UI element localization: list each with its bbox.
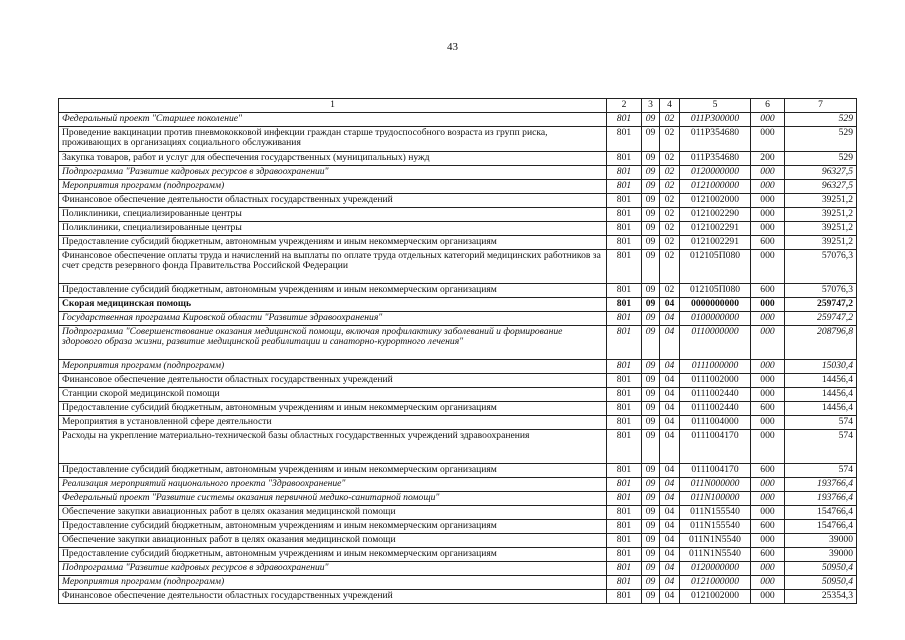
row-name: Мероприятия программ (подпрограмм) [59,179,607,193]
row-name: Предоставление субсидий бюджетным, автономным учреждениям и иным некоммерческим организациям [59,283,607,297]
row-expense-type: 000 [751,249,785,283]
row-subsection: 02 [660,179,680,193]
row-admin-code: 801 [607,207,642,221]
row-section: 09 [642,387,660,401]
table-row [59,429,857,463]
row-name: Мероприятия программ (подпрограмм) [59,575,607,589]
row-section: 09 [642,193,660,207]
table-row [59,401,857,415]
row-section: 09 [642,179,660,193]
table-row [59,463,857,477]
row-target-article: 0100000000 [680,311,751,325]
row-subsection: 04 [660,463,680,477]
row-section: 09 [642,311,660,325]
row-subsection: 04 [660,387,680,401]
row-target-article: 0121000000 [680,575,751,589]
row-section: 09 [642,325,660,359]
row-amount: 14456,4 [785,373,857,387]
header-cell-4: 4 [660,99,680,113]
header-row [59,99,857,113]
table-row [59,283,857,297]
header-cell-1: 1 [59,99,607,113]
row-expense-type: 000 [751,477,785,491]
row-subsection: 04 [660,311,680,325]
row-admin-code: 801 [607,373,642,387]
row-admin-code: 801 [607,165,642,179]
row-amount: 14456,4 [785,387,857,401]
row-amount: 193766,4 [785,491,857,505]
row-expense-type: 600 [751,463,785,477]
row-target-article: 012105П080 [680,283,751,297]
row-admin-code: 801 [607,221,642,235]
row-expense-type: 000 [751,165,785,179]
row-amount: 574 [785,463,857,477]
row-admin-code: 801 [607,387,642,401]
row-target-article: 0111002000 [680,373,751,387]
row-admin-code: 801 [607,589,642,603]
row-admin-code: 801 [607,359,642,373]
table-row [59,151,857,165]
budget-table [58,98,857,604]
row-expense-type: 000 [751,575,785,589]
row-admin-code: 801 [607,505,642,519]
row-target-article: 0110000000 [680,325,751,359]
row-target-article: 0111000000 [680,359,751,373]
row-admin-code: 801 [607,193,642,207]
row-admin-code: 801 [607,533,642,547]
row-target-article: 0121002290 [680,207,751,221]
table-row [59,207,857,221]
row-subsection: 02 [660,165,680,179]
table-row [59,477,857,491]
row-section: 09 [642,207,660,221]
row-subsection: 04 [660,589,680,603]
row-name: Поликлиники, специализированные центры [59,221,607,235]
table-row [59,221,857,235]
row-target-article: 011P354680 [680,151,751,165]
row-section: 09 [642,463,660,477]
row-target-article: 0121002000 [680,589,751,603]
row-amount: 259747,2 [785,311,857,325]
row-section: 09 [642,533,660,547]
row-amount: 154766,4 [785,505,857,519]
row-expense-type: 000 [751,325,785,359]
row-name: Закупка товаров, работ и услуг для обеспечения государственных (муниципальных) нужд [59,151,607,165]
table-row [59,491,857,505]
row-name: Предоставление субсидий бюджетным, автономным учреждениям и иным некоммерческим организациям [59,547,607,561]
row-target-article: 0121002291 [680,235,751,249]
table-row [59,193,857,207]
row-name: Государственная программа Кировской области "Развитие здравоохранения" [59,311,607,325]
row-section: 09 [642,126,660,151]
row-name: Предоставление субсидий бюджетным, автономным учреждениям и иным некоммерческим организациям [59,463,607,477]
row-name: Финансовое обеспечение деятельности областных государственных учреждений [59,373,607,387]
row-expense-type: 000 [751,359,785,373]
table-row [59,589,857,603]
row-amount: 39251,2 [785,221,857,235]
table-row [59,165,857,179]
row-admin-code: 801 [607,429,642,463]
row-subsection: 04 [660,547,680,561]
row-section: 09 [642,359,660,373]
row-amount: 259747,2 [785,297,857,311]
row-expense-type: 600 [751,283,785,297]
row-target-article: 012105П080 [680,249,751,283]
row-name: Подпрограмма "Развитие кадровых ресурсов в здравоохранении" [59,165,607,179]
row-amount: 57076,3 [785,249,857,283]
table-row [59,547,857,561]
page-number: 43 [447,41,458,53]
row-amount: 154766,4 [785,519,857,533]
row-section: 09 [642,561,660,575]
row-section: 09 [642,547,660,561]
row-subsection: 04 [660,373,680,387]
row-amount: 25354,3 [785,589,857,603]
row-name: Федеральный проект "Развитие системы оказания первичной медико-санитарной помощи" [59,491,607,505]
row-expense-type: 000 [751,387,785,401]
row-amount: 529 [785,151,857,165]
row-section: 09 [642,235,660,249]
row-subsection: 02 [660,126,680,151]
row-target-article: 0111002440 [680,401,751,415]
row-subsection: 02 [660,151,680,165]
table-row [59,415,857,429]
row-subsection: 04 [660,401,680,415]
row-amount: 50950,4 [785,561,857,575]
header-cell-6: 6 [751,99,785,113]
row-target-article: 0111004000 [680,415,751,429]
row-section: 09 [642,401,660,415]
row-expense-type: 600 [751,547,785,561]
row-name: Финансовое обеспечение оплаты труда и начислений на выплаты по оплате труда отдельных категорий медицинских работников за счет средств резервного фонда Правительства Российской Федерации [59,249,607,283]
row-expense-type: 000 [751,533,785,547]
row-amount: 193766,4 [785,477,857,491]
row-target-article: 011N100000 [680,491,751,505]
table-row [59,533,857,547]
row-subsection: 02 [660,249,680,283]
row-name: Реализация мероприятий национального проекта "Здравоохранение" [59,477,607,491]
row-expense-type: 000 [751,505,785,519]
row-expense-type: 000 [751,311,785,325]
row-amount: 39251,2 [785,207,857,221]
row-name: Обеспечение закупки авиационных работ в целях оказания медицинской помощи [59,533,607,547]
row-section: 09 [642,415,660,429]
row-admin-code: 801 [607,491,642,505]
row-target-article: 011N000000 [680,477,751,491]
row-subsection: 04 [660,519,680,533]
row-amount: 50950,4 [785,575,857,589]
row-expense-type: 600 [751,235,785,249]
row-subsection: 04 [660,325,680,359]
row-admin-code: 801 [607,463,642,477]
row-target-article: 0121002000 [680,193,751,207]
table-row [59,561,857,575]
row-name: Мероприятия в установленной сфере деятельности [59,415,607,429]
row-amount: 39251,2 [785,235,857,249]
row-amount: 96327,5 [785,165,857,179]
row-expense-type: 000 [751,179,785,193]
table-row [59,249,857,283]
row-expense-type: 000 [751,429,785,463]
row-admin-code: 801 [607,561,642,575]
row-amount: 96327,5 [785,179,857,193]
row-subsection: 04 [660,533,680,547]
table-row [59,519,857,533]
row-subsection: 02 [660,221,680,235]
row-name: Федеральный проект "Старшее поколение" [59,112,607,126]
row-name: Финансовое обеспечение деятельности областных государственных учреждений [59,589,607,603]
row-subsection: 04 [660,477,680,491]
row-amount: 529 [785,112,857,126]
row-admin-code: 801 [607,401,642,415]
table-body [59,99,857,604]
row-amount: 208796,8 [785,325,857,359]
row-name: Поликлиники, специализированные центры [59,207,607,221]
row-subsection: 04 [660,491,680,505]
table-row [59,311,857,325]
header-cell-7: 7 [785,99,857,113]
row-admin-code: 801 [607,112,642,126]
row-subsection: 04 [660,359,680,373]
row-name: Предоставление субсидий бюджетным, автономным учреждениям и иным некоммерческим организациям [59,519,607,533]
row-name: Подпрограмма "Развитие кадровых ресурсов в здравоохранении" [59,561,607,575]
row-subsection: 04 [660,429,680,463]
row-subsection: 02 [660,112,680,126]
row-admin-code: 801 [607,547,642,561]
row-expense-type: 000 [751,415,785,429]
row-name: Станции скорой медицинской помощи [59,387,607,401]
row-subsection: 02 [660,193,680,207]
row-expense-type: 600 [751,519,785,533]
row-name: Расходы на укрепление материально-технической базы областных государственных учреждений здравоохранения [59,429,607,463]
row-section: 09 [642,297,660,311]
row-target-article: 011N155540 [680,519,751,533]
table-row [59,373,857,387]
row-amount: 39251,2 [785,193,857,207]
row-target-article: 0121002291 [680,221,751,235]
row-admin-code: 801 [607,477,642,491]
row-amount: 57076,3 [785,283,857,297]
row-section: 09 [642,477,660,491]
row-section: 09 [642,491,660,505]
row-subsection: 02 [660,207,680,221]
row-subsection: 04 [660,505,680,519]
row-subsection: 04 [660,297,680,311]
table-row [59,387,857,401]
row-expense-type: 000 [751,297,785,311]
row-target-article: 0121000000 [680,179,751,193]
row-name: Подпрограмма "Совершенствование оказания медицинской помощи, включая профилактику заболеваний и формирование здорового образа жизни, развитие медицинской реабилитации и санаторно-курортного лечения" [59,325,607,359]
row-expense-type: 000 [751,373,785,387]
row-admin-code: 801 [607,283,642,297]
table-row [59,575,857,589]
row-target-article: 011N1N5540 [680,533,751,547]
row-section: 09 [642,519,660,533]
row-expense-type: 000 [751,112,785,126]
row-admin-code: 801 [607,179,642,193]
row-expense-type: 000 [751,589,785,603]
row-target-article: 0120000000 [680,561,751,575]
row-target-article: 011N1N5540 [680,547,751,561]
row-section: 09 [642,112,660,126]
row-expense-type: 000 [751,491,785,505]
header-cell-5: 5 [680,99,751,113]
table-row [59,325,857,359]
row-admin-code: 801 [607,415,642,429]
row-admin-code: 801 [607,151,642,165]
row-subsection: 02 [660,235,680,249]
row-admin-code: 801 [607,126,642,151]
row-section: 09 [642,589,660,603]
row-admin-code: 801 [607,519,642,533]
table-row [59,359,857,373]
row-subsection: 02 [660,283,680,297]
row-admin-code: 801 [607,297,642,311]
row-expense-type: 000 [751,561,785,575]
row-target-article: 0111002440 [680,387,751,401]
row-target-article: 011N155540 [680,505,751,519]
table-row [59,179,857,193]
row-expense-type: 000 [751,193,785,207]
row-expense-type: 600 [751,401,785,415]
row-section: 09 [642,505,660,519]
row-amount: 574 [785,415,857,429]
row-section: 09 [642,221,660,235]
row-admin-code: 801 [607,311,642,325]
row-admin-code: 801 [607,325,642,359]
row-subsection: 04 [660,561,680,575]
row-name: Скорая медицинская помощь [59,297,607,311]
row-target-article: 0111004170 [680,463,751,477]
row-name: Финансовое обеспечение деятельности областных государственных учреждений [59,193,607,207]
row-section: 09 [642,373,660,387]
row-admin-code: 801 [607,575,642,589]
row-expense-type: 000 [751,207,785,221]
table-row [59,112,857,126]
row-section: 09 [642,283,660,297]
row-subsection: 04 [660,415,680,429]
row-subsection: 04 [660,575,680,589]
row-name: Обеспечение закупки авиационных работ в целях оказания медицинской помощи [59,505,607,519]
table-row [59,505,857,519]
header-cell-2: 2 [607,99,642,113]
row-amount: 14456,4 [785,401,857,415]
header-cell-3: 3 [642,99,660,113]
row-amount: 39000 [785,533,857,547]
row-section: 09 [642,575,660,589]
row-target-article: 0120000000 [680,165,751,179]
row-name: Проведение вакцинации против пневмококковой инфекции граждан старше трудоспособного возраста из групп риска, проживающих в организациях социального обслуживания [59,126,607,151]
table-row [59,235,857,249]
row-amount: 574 [785,429,857,463]
row-section: 09 [642,165,660,179]
row-expense-type: 000 [751,221,785,235]
row-section: 09 [642,429,660,463]
row-name: Предоставление субсидий бюджетным, автономным учреждениям и иным некоммерческим организациям [59,235,607,249]
row-amount: 15030,4 [785,359,857,373]
row-expense-type: 000 [751,126,785,151]
row-admin-code: 801 [607,249,642,283]
table-row [59,297,857,311]
row-amount: 529 [785,126,857,151]
row-target-article: 0111004170 [680,429,751,463]
row-name: Предоставление субсидий бюджетным, автономным учреждениям и иным некоммерческим организациям [59,401,607,415]
row-name: Мероприятия программ (подпрограмм) [59,359,607,373]
row-target-article: 011P300000 [680,112,751,126]
row-amount: 39000 [785,547,857,561]
table-row [59,126,857,151]
row-section: 09 [642,249,660,283]
row-section: 09 [642,151,660,165]
row-admin-code: 801 [607,235,642,249]
row-expense-type: 200 [751,151,785,165]
row-target-article: 011P354680 [680,126,751,151]
row-target-article: 0000000000 [680,297,751,311]
